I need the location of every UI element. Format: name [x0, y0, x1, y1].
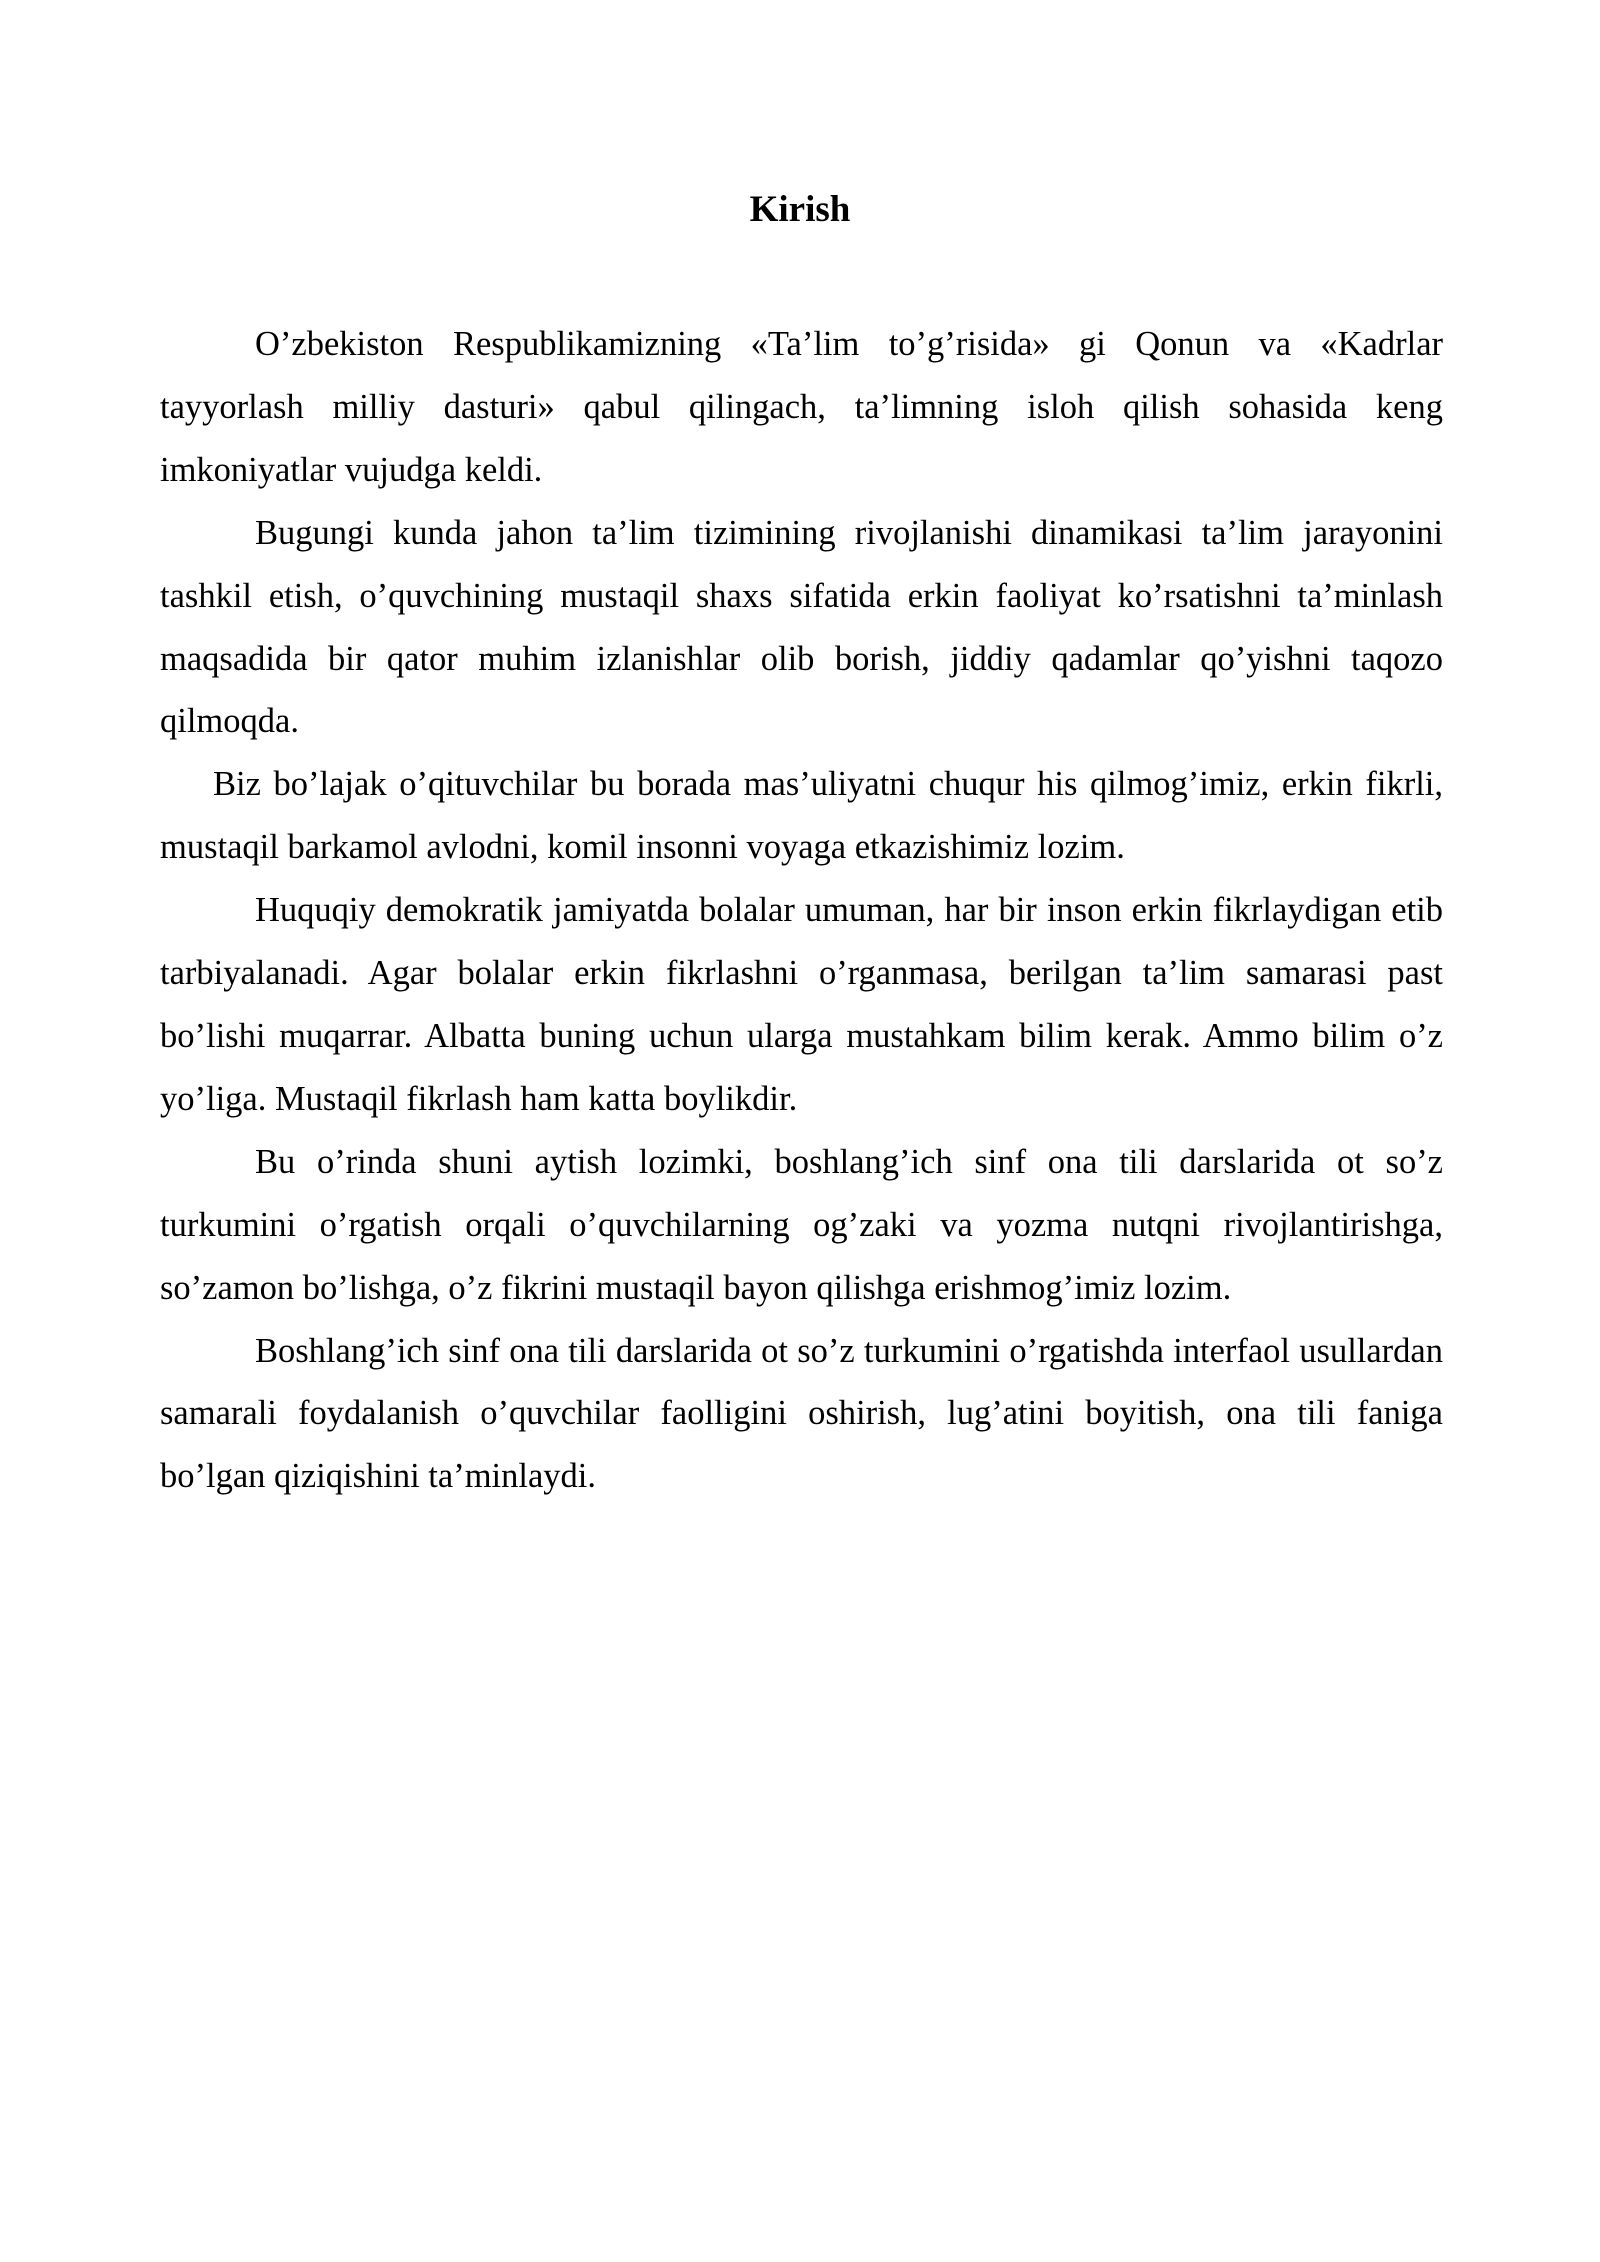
document-body: [160, 313, 1443, 1508]
paragraph-intro: O’zbekiston Respublikamizning «Ta’lim to’g’risida» gi Qonun va «Kadrlar tayyorlash milliy dasturi» qabul qilingach, ta’limning isloh qilish sohasida keng imkoniyatlar vujudga keldi.: [160, 325, 1443, 489]
paragraph-future-teachers: Biz bo’lajak o’qituvchilar bu borada mas’uliyatni chuqur his qilmog’imiz, erkin fikrli, mustaqil barkamol avlodni, komil insonni voyaga etkazishimiz lozim.: [160, 765, 1443, 867]
paragraph-free-thinking: Huquqiy demokratik jamiyatda bolalar umuman, har bir inson erkin fikrlaydigan etib tarbiyalanadi. Agar bolalar erkin fikrlashni o’rganmasa, berilgan ta’lim samarasi past bo’lishi muqarrar. Albatta buning uchun ularga mustahkam bilim kerak. Ammo bilim o’z yo’liga. Mustaqil fikrlash ham katta boylikdir.: [160, 891, 1443, 1118]
page-title: Kirish: [749, 189, 851, 230]
paragraph-world-education: Bugungi kunda jahon ta’lim tizimining rivojlanishi dinamikasi ta’lim jarayonini tashkil etish, o’quvchining mustaqil shaxs sifatida erkin faoliyat ko’rsatishni ta’minlash maqsadida bir qator muhim izlanishlar olib borish, jiddiy qadamlar qo’yishni taqozo qilmoqda.: [160, 513, 1443, 741]
paragraph-interactive-methods: Boshlang’ich sinf ona tili darslarida ot so’z turkumini o’rgatishda interfaol usullardan samarali foydalanish o’quvchilar faolligini oshirish, lug’atini boyitish, ona tili faniga bo’lgan qiziqishini ta’minlaydi.: [160, 1331, 1443, 1496]
paragraph-speech-development: Bu o’rinda shuni aytish lozimki, boshlang’ich sinf ona tili darslarida ot so’z turkumini o’rgatish orqali o’quvchilarning og’zaki va yozma nutqni rivojlantirishga, so’zamon bo’lishga, o’z fikrini mustaqil bayon qilishga erishmog’imiz lozim.: [160, 1142, 1443, 1307]
